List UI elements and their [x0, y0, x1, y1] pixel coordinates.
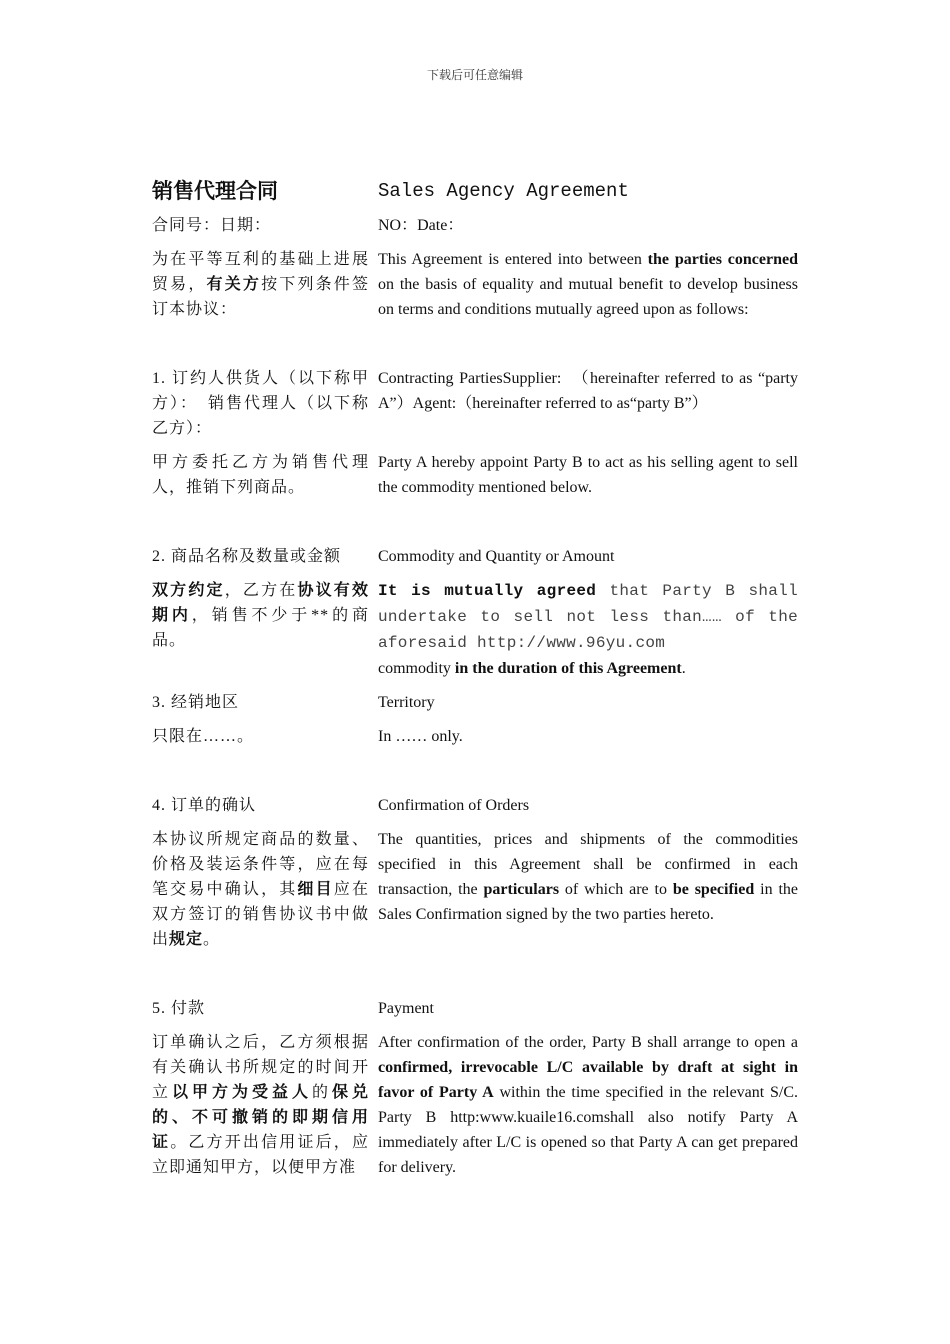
preamble-en: This Agreement is entered into between the parties concerned on the basis of equality and mutual benefit to develop business on terms and conditions mutually agreed upon as follows:: [378, 251, 798, 318]
section-2-body-cn: 双方约定，乙方在协议有效期内，销售不少于**的商品。: [152, 582, 369, 649]
section-4-heading-en: Confirmation of Orders: [378, 797, 530, 814]
contract-no-row: [152, 213, 798, 238]
section-3-body-en: In …… only.: [378, 728, 463, 745]
preamble-row: [152, 247, 798, 322]
section-4-heading-cn: 4. 订单的确认: [152, 797, 257, 814]
contract-no-cn: 合同号：日期：: [152, 217, 272, 234]
section-2-body-en: It is mutually agreed that Party B shall undertake to sell not less than…… of the aforesaid http://www.96yu.com commodity in the duration of this Agreement.: [378, 582, 798, 677]
section-1-body: [152, 450, 798, 500]
contract-document: [152, 170, 798, 1180]
section-5-body-cn: 订单确认之后，乙方须根据有关确认书所规定的时间开立以甲方为受益人的保兑的、不可撤销的即期信用证。乙方开出信用证后，应立即通知甲方，以便甲方准: [152, 1034, 369, 1176]
title-cn: 销售代理合同: [152, 179, 278, 203]
section-1-heading-cn: 1. 订约人供货人（以下称甲方）： 销售代理人（以下称乙方）：: [152, 370, 369, 437]
section-4-body: [152, 827, 798, 952]
section-3-heading-cn: 3. 经销地区: [152, 694, 240, 711]
section-1-body-en: Party A hereby appoint Party B to act as his selling agent to sell the commodity mentioned below.: [378, 454, 798, 496]
section-4-heading: [152, 793, 798, 818]
title-row: [152, 170, 798, 204]
title-en: Sales Agency Agreement: [378, 180, 629, 202]
page-header-note: 下载后可任意编辑: [426, 68, 523, 82]
section-1-body-cn: 甲方委托乙方为销售代理人，推销下列商品。: [152, 454, 369, 496]
section-4-body-en: The quantities, prices and shipments of the commodities specified in this Agreement shall be confirmed in each transaction, the particulars of which are to be specified in the Sales Confirmation signed by the two parties hereto.: [378, 831, 798, 923]
section-2-heading-en: Commodity and Quantity or Amount: [378, 548, 615, 565]
section-3-heading-en: Territory: [378, 694, 435, 711]
contract-no-en: NO：Date：: [378, 217, 464, 234]
section-1-heading: [152, 366, 798, 441]
preamble-cn: 为在平等互利的基础上进展贸易，有关方按下列条件签订本协议：: [152, 251, 369, 318]
section-3-body-cn: 只限在……。: [152, 728, 255, 745]
section-2-heading: [152, 544, 798, 569]
section-4-body-cn: 本协议所规定商品的数量、价格及装运条件等，应在每笔交易中确认，其细目应在双方签订的销售协议书中做出规定。: [152, 831, 369, 948]
section-2-heading-cn: 2. 商品名称及数量或金额: [152, 548, 342, 565]
section-1-heading-en: Contracting PartiesSupplier: （hereinafter referred to as “party A”）Agent:（hereinafter referred to as“party B”）: [378, 370, 798, 412]
section-5-heading-cn: 5. 付款: [152, 1000, 206, 1017]
section-5-heading-en: Payment: [378, 1000, 434, 1017]
section-2-body: [152, 578, 798, 681]
section-3-body: [152, 724, 798, 749]
section-3-heading: [152, 690, 798, 715]
section-5-body: [152, 1030, 798, 1180]
section-5-body-en: After confirmation of the order, Party B shall arrange to open a confirmed, irrevocable L/C available by draft at sight in favor of Party A within the time specified in the relevant S/C. Party B http:www.kuaile16.comshall also notify Party A immediately after L/C is opened so that Party A can get prepared for delivery.: [378, 1034, 799, 1176]
section-5-heading: [152, 996, 798, 1021]
